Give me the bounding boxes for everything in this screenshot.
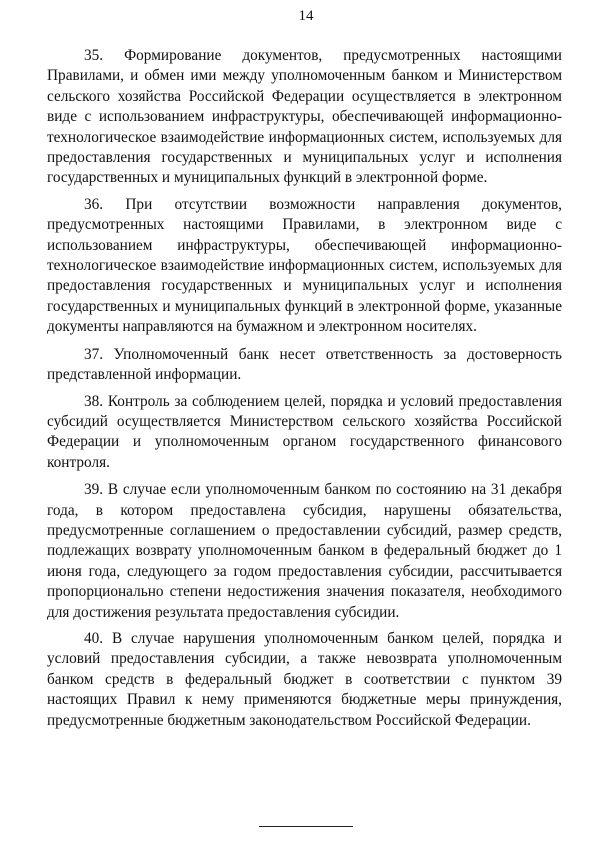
paragraph-37: 37. Уполномоченный банк несет ответственность за достоверность представленной информации. bbox=[47, 345, 562, 384]
footer-divider bbox=[259, 826, 353, 827]
paragraph-39: 39. В случае если уполномоченным банком по состоянию на 31 декабря года, в котором предоставлена субсидия, нарушены обязательства, предусмотренные соглашением о предоставлении субсидий, размер средств, подлежащих возврату уполномоченным банком в федеральный бюджет до 1 июня года, следующего за годом предоставления субсидии, рассчитывается пропорционально степени недостижения значения показателя, необходимого для достижения результата предоставления субсидии. bbox=[47, 481, 562, 621]
paragraph-40: 40. В случае нарушения уполномоченным банком целей, порядка и условий предоставления субсидии, а также невозврата уполномоченным банком средств в федеральный бюджет в соответствии с пунктом 39 настоящих Правил к нему применяются бюджетные меры принуждения, предусмотренные бюджетным законодательством Российской Федерации. bbox=[47, 629, 562, 729]
paragraph-38: 38. Контроль за соблюдением целей, порядка и условий предоставления субсидий осуществляется Министерством сельского хозяйства Российской Федерации и уполномоченным органом государственного финансового контроля. bbox=[47, 392, 562, 471]
paragraph-35: 35. Формирование документов, предусмотренных настоящими Правилами, и обмен ими между уполномоченным банком и Министерством сельского хозяйства Российской Федерации осуществляется в электронном виде с использованием инфраструктуры, обеспечивающей информационно-технологическое взаимодействие информационных систем, используемых для предоставления государственных и муниципальных услуг и исполнения государственных и муниципальных функций в электронной форме. bbox=[47, 47, 562, 187]
page-number: 14 bbox=[298, 8, 314, 24]
document-body bbox=[47, 46, 562, 731]
paragraph-36: 36. При отсутствии возможности направления документов, предусмотренных настоящими Правилами, в электронном виде с использованием инфраструктуры, обеспечивающей информационно-технологическое взаимодействие информационных систем, используемых для предоставления государственных и муниципальных услуг и исполнения государственных и муниципальных функций в электронной форме, указанные документы направляются на бумажном и электронном носителях. bbox=[47, 195, 562, 336]
